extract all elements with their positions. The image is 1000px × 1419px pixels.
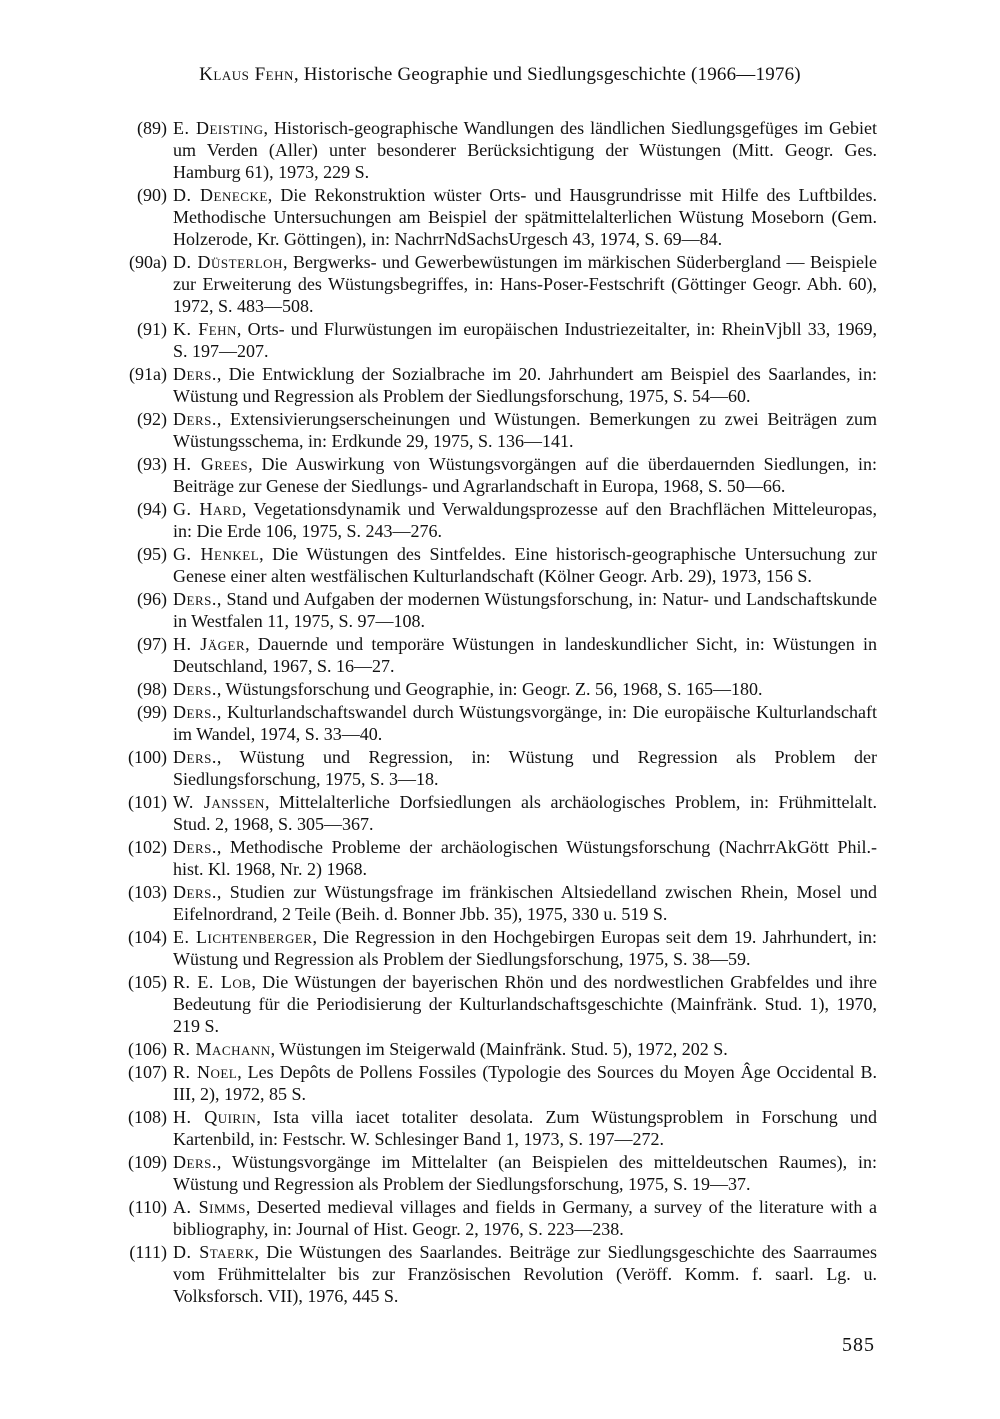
reference-text: , Dauernde und temporäre Wüstungen in landeskundlicher Sicht, in: Wüstungen in Deutschland, 1967, S. 16—27. [173, 634, 877, 676]
reference-entry [127, 184, 877, 250]
reference-body [127, 836, 877, 880]
reference-text: , Vegetationsdynamik und Verwaldungsprozesse auf den Brachflächen Mitteleuropas, in: Die Erde 106, 1975, S. 243—276. [173, 499, 877, 541]
reference-number: (94) [137, 499, 167, 519]
reference-entry [127, 1151, 877, 1195]
reference-number: (96) [137, 589, 167, 609]
reference-entry [127, 117, 877, 183]
reference-text: , Die Regression in den Hochgebirgen Europas seit dem 19. Jahrhundert, in: Wüstung und Regression als Problem der Siedlungsforschung, 1975, S. 38—59. [173, 927, 877, 969]
reference-entry [127, 678, 877, 700]
reference-entry [127, 1061, 877, 1105]
reference-author: K. Fehn [173, 319, 237, 339]
reference-text: , Wüstungsforschung und Geographie, in: Geogr. Z. 56, 1968, S. 165—180. [216, 679, 763, 699]
reference-body [127, 588, 877, 632]
reference-text: , Die Wüstungen des Saarlandes. Beiträge zur Siedlungsgeschichte des Saarraumes vom Frühmittelalter bis zur Französischen Revolution (Veröff. Komm. f. saarl. Lg. u. Volksforsch. VII), 1976, 445 S. [173, 1242, 877, 1306]
reference-number: (105) [128, 972, 167, 992]
reference-author: D. Staerk [173, 1242, 255, 1262]
reference-author: A. Simms [173, 1197, 246, 1217]
reference-text: , Orts- und Flurwüstungen im europäischen Industriezeitalter, in: RheinVjbll 33, 1969, S. 197—207. [173, 319, 877, 361]
reference-body [127, 498, 877, 542]
reference-author: H. Grees [173, 454, 249, 474]
reference-author: Ders. [173, 679, 217, 699]
reference-author: Ders. [173, 702, 217, 722]
reference-text: , Extensivierungserscheinungen und Wüstungen. Bemerkungen zu zwei Beiträgen zum Wüstungsschema, in: Erdkunde 29, 1975, S. 136—141. [173, 409, 877, 451]
reference-entry [127, 1106, 877, 1150]
reference-number: (109) [128, 1152, 167, 1172]
reference-entry [127, 971, 877, 1037]
reference-author: E. Deisting [173, 118, 264, 138]
reference-body [127, 408, 877, 452]
reference-text: , Bergwerks- und Gewerbewüstungen im märkischen Süderbergland — Beispiele zur Erweiterung des Wüstungsbegriffes, in: Hans-Poser-Festschrift (Göttinger Geogr. Abh. 60), 1972, S. 483—508. [173, 252, 877, 316]
reference-author: R. Noel [173, 1062, 238, 1082]
reference-author: Ders. [173, 882, 217, 902]
reference-number: (97) [137, 634, 167, 654]
reference-author: Ders. [173, 589, 217, 609]
reference-entry [127, 408, 877, 452]
reference-entry [127, 543, 877, 587]
reference-body [127, 926, 877, 970]
reference-entry [127, 701, 877, 745]
reference-author: D. Düsterloh [173, 252, 283, 272]
reference-text: , Die Auswirkung von Wüstungsvorgängen auf die überdauernden Siedlungen, in: Beiträge zur Genese der Siedlungs- und Agrarlandschaft in Europa, 1968, S. 50—66. [173, 454, 878, 496]
reference-text: , Methodische Probleme der archäologischen Wüstungsforschung (NachrrAkGött Phil.-hist. Kl. 1968, Nr. 2) 1968. [173, 837, 877, 879]
reference-number: (90) [137, 185, 167, 205]
reference-body [127, 633, 877, 677]
reference-text: , Stand und Aufgaben der modernen Wüstungsforschung, in: Natur- und Landschaftskunde in Westfalen 11, 1975, S. 97—108. [173, 589, 877, 631]
reference-number: (90a) [129, 252, 167, 272]
reference-text: , Historisch-geographische Wandlungen des ländlichen Siedlungsgefüges im Gebiet um Verden (Aller) unter besonderer Berücksichtigung der Wüstungen (Mitt. Geogr. Ges. Hamburg 61), 1973, 229 S. [173, 118, 877, 182]
reference-body [127, 251, 877, 317]
reference-body [127, 543, 877, 587]
reference-number: (100) [128, 747, 167, 767]
reference-text: , Die Entwicklung der Sozialbrache im 20. Jahrhundert am Beispiel des Saarlandes, in: Wüstung und Regression als Problem der Siedlungsforschung, 1975, S. 54—60. [173, 364, 877, 406]
reference-author: Ders. [173, 1152, 217, 1172]
reference-number: (95) [137, 544, 167, 564]
reference-body [127, 678, 762, 700]
reference-entry [127, 633, 877, 677]
reference-text: , Die Rekonstruktion wüster Orts- und Hausgrundrisse mit Hilfe des Luftbildes. Methodische Untersuchungen am Beispiel der spätmittelalterlichen Wüstung Moseborn (Gem. Holzerode, Kr. Göttingen), in: NachrrNdSachsUrgesch 43, 1974, S. 69—84. [173, 185, 877, 249]
reference-entry [127, 251, 877, 317]
reference-entry [127, 1241, 877, 1307]
reference-number: (101) [128, 792, 167, 812]
reference-body [127, 791, 877, 835]
reference-number: (108) [128, 1107, 167, 1127]
reference-entry [127, 836, 877, 880]
reference-entry [127, 791, 877, 835]
reference-author: E. Lichtenberger [173, 927, 313, 947]
reference-body [127, 1151, 877, 1195]
reference-body [127, 117, 877, 183]
reference-text: , Ista villa iacet totaliter desolata. Zum Wüstungsproblem in Forschung und Kartenbild, in: Festschr. W. Schlesinger Band 1, 1973, S. 197—272. [173, 1107, 878, 1149]
reference-entry [127, 453, 877, 497]
reference-author: Ders. [173, 747, 217, 767]
reference-entry [127, 926, 877, 970]
reference-entry [127, 1038, 877, 1060]
reference-author: R. E. Lob [173, 972, 252, 992]
reference-number: (99) [137, 702, 167, 722]
reference-entry [127, 746, 877, 790]
reference-number: (106) [128, 1039, 167, 1059]
reference-text: , Wüstung und Regression, in: Wüstung und Regression als Problem der Siedlungsforschung, 1975, S. 3—18. [173, 747, 877, 789]
reference-number: (98) [137, 679, 167, 699]
reference-author: H. Quirin [173, 1107, 257, 1127]
reference-body [127, 453, 877, 497]
reference-number: (107) [128, 1062, 167, 1082]
reference-text: , Die Wüstungen der bayerischen Rhön und des nordwestlichen Grabfeldes und ihre Bedeutung für die Periodisierung der Kulturlandschaftsgeschichte (Mainfränk. Stud. 1), 1970, 219 S. [173, 972, 877, 1036]
reference-body [127, 1038, 728, 1060]
reference-author: H. Jäger [173, 634, 246, 654]
reference-body [127, 1106, 877, 1150]
reference-list [127, 117, 877, 1308]
reference-body [127, 184, 877, 250]
reference-text: , Deserted medieval villages and fields in Germany, a survey of the literature with a bibliography, in: Journal of Hist. Geogr. 2, 1976, S. 223—238. [173, 1197, 878, 1239]
reference-number: (92) [137, 409, 167, 429]
reference-text: , Die Wüstungen des Sintfeldes. Eine historisch-geographische Untersuchung zur Genese einer alten westfälischen Kulturlandschaft (Kölner Geogr. Arb. 29), 1973, 156 S. [173, 544, 877, 586]
reference-body [127, 318, 877, 362]
reference-author: Ders. [173, 364, 217, 384]
reference-body [127, 1061, 877, 1105]
reference-entry [127, 318, 877, 362]
reference-entry [127, 1196, 877, 1240]
reference-author: W. Janssen [173, 792, 265, 812]
reference-number: (110) [128, 1197, 167, 1217]
reference-number: (111) [129, 1242, 167, 1262]
reference-number: (104) [128, 927, 167, 947]
reference-entry [127, 588, 877, 632]
reference-number: (91) [137, 319, 167, 339]
reference-text: , Les Depôts de Pollens Fossiles (Typologie des Sources du Moyen Âge Occidental B. III, 2), 1972, 85 S. [173, 1062, 877, 1104]
header-title: , Historische Geographie und Siedlungsgeschichte (1966—1976) [293, 64, 801, 85]
reference-author: G. Henkel [173, 544, 260, 564]
reference-text: , Kulturlandschaftswandel durch Wüstungsvorgänge, in: Die europäische Kulturlandschaft im Wandel, 1974, S. 33—40. [173, 702, 877, 744]
reference-author: Ders. [173, 837, 217, 857]
reference-body [127, 363, 877, 407]
reference-text: , Wüstungsvorgänge im Mittelalter (an Beispielen des mitteldeutschen Raumes), in: Wüstung und Regression als Problem der Siedlungsforschung, 1975, S. 19—37. [173, 1152, 877, 1194]
reference-entry [127, 498, 877, 542]
reference-body [127, 971, 877, 1037]
reference-author: D. Denecke [173, 185, 268, 205]
reference-entry [127, 881, 877, 925]
page-number: 585 [842, 1334, 875, 1356]
reference-text: , Wüstungen im Steigerwald (Mainfränk. Stud. 5), 1972, 202 S. [270, 1039, 728, 1059]
header-author: Klaus Fehn [199, 64, 294, 85]
reference-author: G. Hard [173, 499, 242, 519]
reference-number: (103) [128, 882, 167, 902]
reference-number: (89) [137, 118, 167, 138]
reference-body [127, 1241, 877, 1307]
reference-text: , Studien zur Wüstungsfrage im fränkischen Altsiedelland zwischen Rhein, Mosel und Eifelnordrand, 2 Teile (Beih. d. Bonner Jbb. 35), 1975, 330 u. 519 S. [173, 882, 877, 924]
reference-body [127, 881, 877, 925]
reference-number: (91a) [129, 364, 167, 384]
reference-body [127, 1196, 877, 1240]
running-header [0, 64, 1000, 86]
reference-author: R. Machann [173, 1039, 271, 1059]
reference-author: Ders. [173, 409, 217, 429]
reference-text: , Mittelalterliche Dorfsiedlungen als archäologisches Problem, in: Frühmittelalt. Stud. 2, 1968, S. 305—367. [173, 792, 877, 834]
reference-number: (93) [137, 454, 167, 474]
reference-body [127, 746, 877, 790]
reference-entry [127, 363, 877, 407]
reference-body [127, 701, 877, 745]
reference-number: (102) [128, 837, 167, 857]
